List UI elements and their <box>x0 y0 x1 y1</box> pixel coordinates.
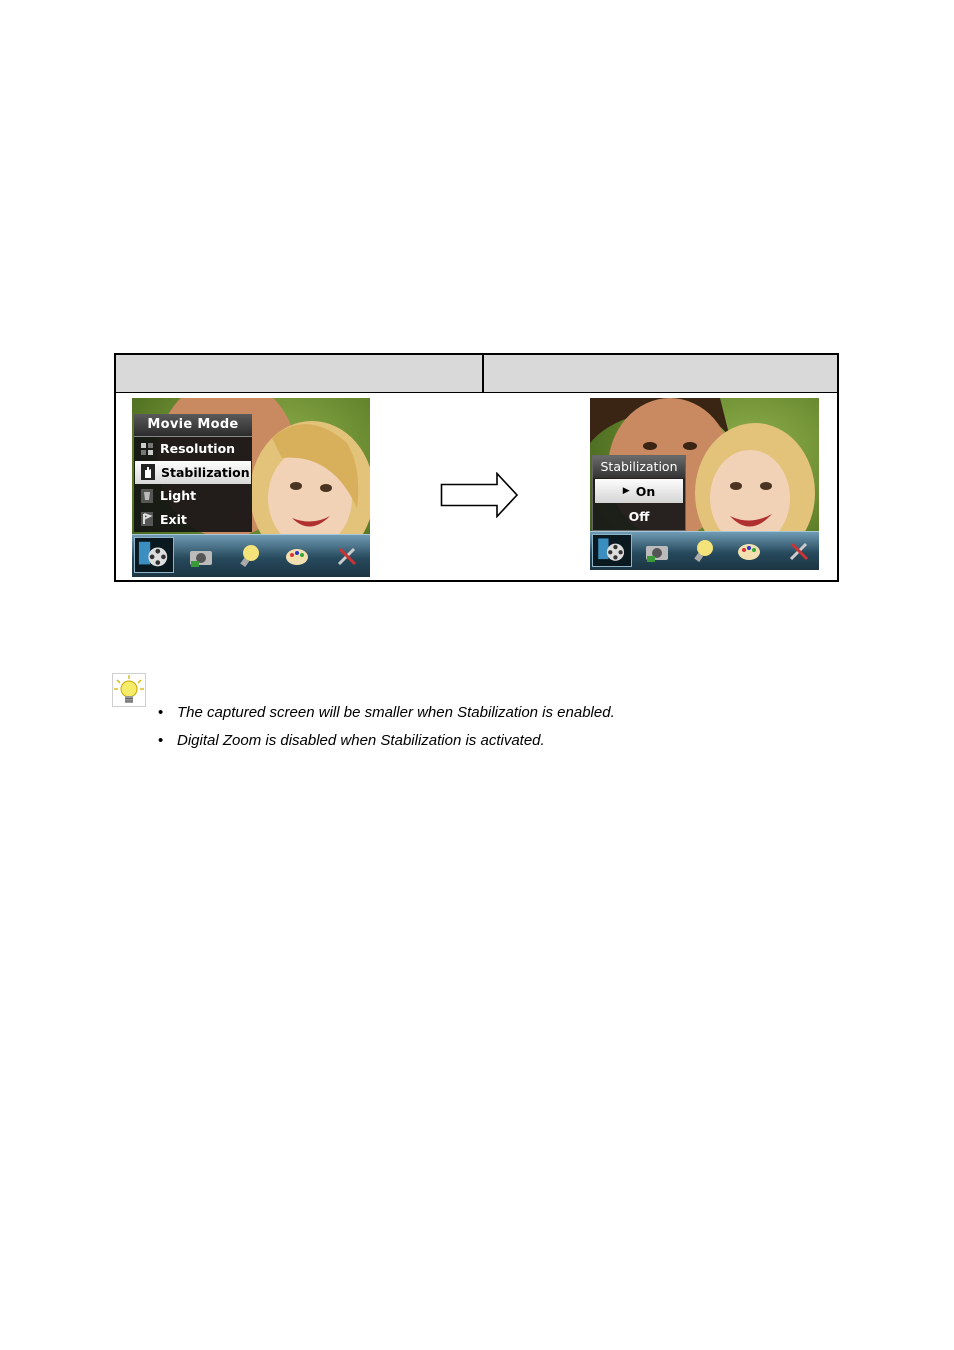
note-bullet <box>158 704 615 722</box>
note-text: The captured screen will be smaller when Stabilization is enabled. <box>177 704 615 721</box>
table-header-row <box>116 355 837 393</box>
bullet-dot: • <box>158 732 164 749</box>
menu-item-label: Light <box>160 488 197 504</box>
tools-icon[interactable] <box>786 538 812 564</box>
option-off[interactable] <box>593 504 685 528</box>
lightbulb-note-icon <box>112 673 146 707</box>
menu-item-label: Resolution <box>160 441 236 457</box>
light-icon <box>140 488 154 504</box>
menu-item-exit[interactable] <box>134 508 252 532</box>
option-on[interactable] <box>595 479 683 503</box>
table-header-right <box>484 355 839 391</box>
option-label: On <box>635 483 656 499</box>
note-bullet <box>158 732 545 750</box>
lightbulb-icon[interactable] <box>690 538 716 564</box>
menu-item-stabilization[interactable] <box>135 461 251 485</box>
exit-icon <box>140 511 154 527</box>
hand-icon <box>141 464 155 480</box>
palette-icon[interactable] <box>284 543 310 569</box>
menu-item-light[interactable] <box>134 484 252 508</box>
tools-icon[interactable] <box>334 543 360 569</box>
camera-screen-stabilization <box>590 398 819 570</box>
menu-title: Movie Mode <box>134 414 252 437</box>
note-text: Digital Zoom is disabled when Stabilization is activated. <box>177 732 545 749</box>
resolution-icon <box>140 441 154 457</box>
palette-icon[interactable] <box>736 538 762 564</box>
option-label: Off <box>628 508 650 524</box>
table-header-left <box>116 355 482 391</box>
movie-reel-icon[interactable] <box>134 537 174 573</box>
movie-reel-icon[interactable] <box>592 534 632 567</box>
menu-item-label: Exit <box>160 511 187 527</box>
bullet-dot: • <box>158 704 164 721</box>
camera-icon[interactable] <box>188 543 214 569</box>
menu-item-resolution[interactable] <box>134 437 252 461</box>
lightbulb-icon[interactable] <box>236 543 262 569</box>
selected-caret-icon: ▶ <box>622 486 630 496</box>
mode-toolbar <box>132 534 370 577</box>
movie-mode-menu <box>134 414 252 532</box>
mode-toolbar <box>590 531 819 570</box>
camera-icon[interactable] <box>644 538 670 564</box>
popup-title: Stabilization <box>593 456 685 478</box>
stabilization-popup <box>592 455 686 531</box>
right-arrow-icon <box>440 472 520 518</box>
camera-screen-movie-mode <box>132 398 370 577</box>
menu-item-label: Stabilization <box>161 464 250 480</box>
